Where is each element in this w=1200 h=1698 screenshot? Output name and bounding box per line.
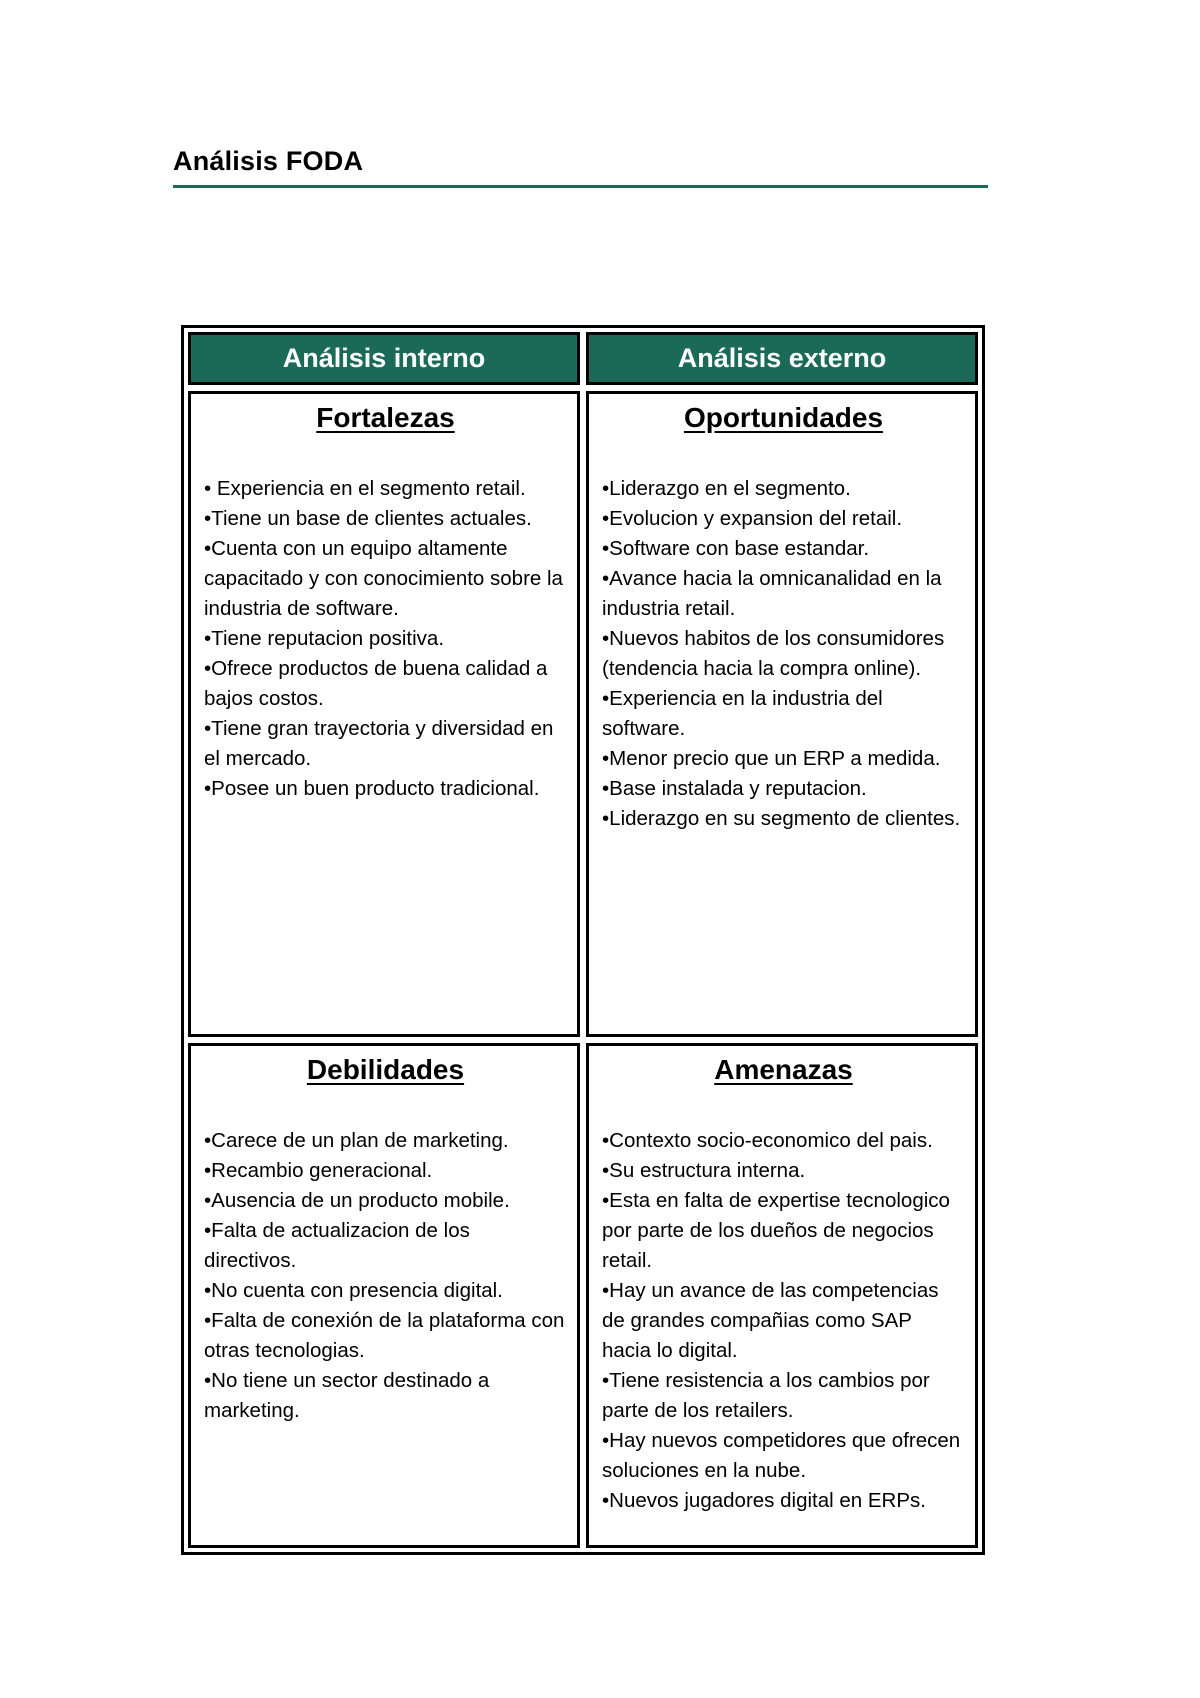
amenazas-cell	[586, 1043, 978, 1548]
list-item: •Experiencia en la industria del software.	[602, 687, 883, 740]
list-item: •Base instalada y reputacion.	[602, 777, 867, 800]
debilidades-title: Debilidades	[306, 1054, 465, 1085]
debilidades-cell	[188, 1043, 580, 1548]
list-item: •Software con base estandar.	[602, 537, 870, 560]
list-item: •Evolucion y expansion del retail.	[602, 507, 903, 530]
list-item: •Cuenta con un equipo altamente capacitado y con conocimiento sobre la industria de software.	[204, 537, 563, 620]
amenazas-title: Amenazas	[714, 1054, 853, 1085]
list-item: •Tiene resistencia a los cambios por parte de los retailers.	[602, 1369, 930, 1422]
list-item: •Nuevos habitos de los consumidores (tendencia hacia la compra online).	[602, 627, 945, 680]
oportunidades-cell	[586, 391, 978, 1037]
fortalezas-cell	[188, 391, 580, 1037]
list-item: •Nuevos jugadores digital en ERPs.	[602, 1489, 926, 1512]
list-item: •Falta de conexión de la plataforma con otras tecnologias.	[204, 1309, 565, 1362]
list-item: •Ofrece productos de buena calidad a bajos costos.	[204, 657, 548, 710]
internal-analysis-header: Análisis interno	[188, 332, 580, 385]
oportunidades-title: Oportunidades	[683, 402, 884, 433]
list-item: •Tiene reputacion positiva.	[204, 627, 445, 650]
list-item: • Experiencia en el segmento retail.	[204, 477, 526, 500]
list-item: •Tiene gran trayectoria y diversidad en el mercado.	[204, 717, 554, 770]
list-item: •Esta en falta de expertise tecnologico por parte de los dueños de negocios retail.	[602, 1189, 950, 1272]
list-item: •Ausencia de un producto mobile.	[204, 1189, 510, 1212]
list-item: •Liderazgo en su segmento de clientes.	[602, 807, 961, 830]
list-item: •Menor precio que un ERP a medida.	[602, 747, 941, 770]
title-divider	[173, 185, 988, 188]
list-item: •Carece de un plan de marketing.	[204, 1129, 509, 1152]
fortalezas-title: Fortalezas	[316, 402, 455, 433]
debilidades-list	[204, 1126, 567, 1426]
list-item: •Recambio generacional.	[204, 1159, 433, 1182]
list-item: •Hay un avance de las competencias de grandes compañias como SAP hacia lo digital.	[602, 1279, 939, 1362]
page-title: Análisis FODA	[173, 146, 364, 176]
oportunidades-list	[602, 474, 965, 834]
external-analysis-header: Análisis externo	[586, 332, 978, 385]
list-item: •Avance hacia la omnicanalidad en la industria retail.	[602, 567, 942, 620]
list-item: •Falta de actualizacion de los directivos.	[204, 1219, 470, 1272]
list-item: •Tiene un base de clientes actuales.	[204, 507, 532, 530]
amenazas-list	[602, 1126, 965, 1516]
fortalezas-list	[204, 474, 567, 804]
list-item: •Liderazgo en el segmento.	[602, 477, 851, 500]
list-item: •Su estructura interna.	[602, 1159, 806, 1182]
list-item: •No cuenta con presencia digital.	[204, 1279, 503, 1302]
list-item: •Hay nuevos competidores que ofrecen soluciones en la nube.	[602, 1429, 961, 1482]
list-item: •No tiene un sector destinado a marketing.	[204, 1369, 490, 1422]
foda-table	[181, 325, 985, 1555]
list-item: •Posee un buen producto tradicional.	[204, 777, 540, 800]
list-item: •Contexto socio-economico del pais.	[602, 1129, 933, 1152]
